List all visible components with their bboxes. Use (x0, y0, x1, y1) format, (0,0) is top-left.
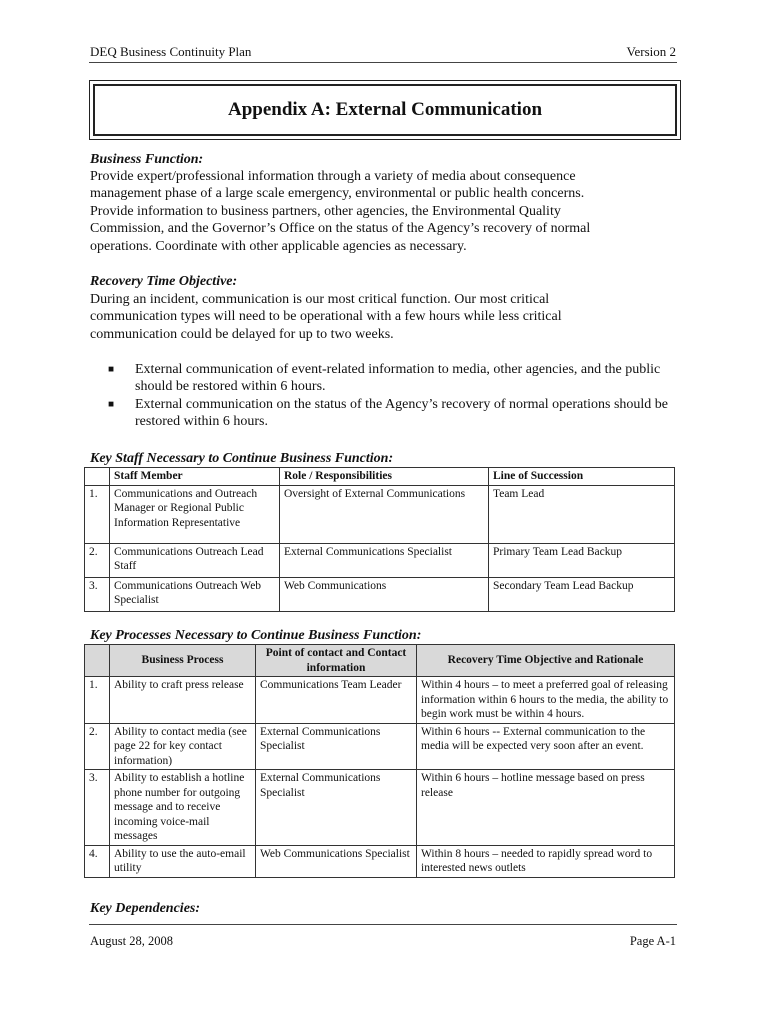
table-row (85, 845, 675, 877)
bullet-text: External communication of event-related information to media, other agencies, and the public should be restored within 6 hours. (135, 362, 661, 395)
contact-cell: Web Communications Specialist (256, 845, 417, 877)
table-row (85, 770, 675, 846)
column-header (85, 468, 110, 486)
key-dependencies-heading: Key Dependencies: (90, 901, 201, 916)
column-header: Line of Succession (489, 468, 675, 486)
page-title: Appendix A: External Communication (93, 84, 677, 136)
succession-cell: Team Lead (489, 485, 675, 543)
table-row (85, 543, 675, 577)
key-processes-table (84, 644, 675, 878)
column-header: Business Process (110, 645, 256, 677)
business-process-cell: Ability to use the auto-email utility (110, 845, 256, 877)
succession-cell: Primary Team Lead Backup (489, 543, 675, 577)
title-box (89, 80, 681, 140)
business-function-text: Provide expert/professional information through a variety of media about consequence management phase of a large scale emergency, environmental or public health concerns. Provide information to business partners, other agencies, the Environmental Quality Commission, and the Governor’s Office on the status of the Agency’s recovery of normal operations. Coordinate with other applicable agencies as necessary. (90, 169, 591, 254)
table-row (85, 485, 675, 543)
table-header-row (85, 645, 675, 677)
column-header: Recovery Time Objective and Rationale (417, 645, 675, 677)
staff-member-cell: Communications Outreach Lead Staff (110, 543, 280, 577)
business-process-cell: Ability to establish a hotline phone number for outgoing message and to receive incoming voice-mail messages (110, 770, 256, 846)
footer-page-number: Page A-1 (629, 934, 676, 948)
column-header: Role / Responsibilities (280, 468, 489, 486)
recovery-time-objective-heading: Recovery Time Objective: (90, 274, 238, 289)
staff-member-cell: Communications and Outreach Manager or Regional Public Information Representative (110, 485, 280, 543)
role-cell: Web Communications (280, 577, 489, 611)
table-header-row (85, 468, 675, 486)
rto-cell: Within 8 hours – needed to rapidly spread word to interested news outlets (417, 845, 675, 877)
column-header (85, 645, 110, 677)
row-number: 3. (85, 577, 110, 611)
footer-date: August 28, 2008 (90, 934, 173, 948)
bullet-icon: ■ (108, 399, 115, 410)
contact-cell: Communications Team Leader (256, 677, 417, 724)
row-number: 1. (85, 485, 110, 543)
table-row (85, 677, 675, 724)
rto-cell: Within 4 hours – to meet a preferred goal of releasing information within 6 hours to the media, the ability to begin work must be within 4 hours. (417, 677, 675, 724)
row-number: 2. (85, 543, 110, 577)
bullet-icon: ■ (108, 364, 115, 375)
row-number: 3. (85, 770, 110, 846)
table-row (85, 723, 675, 770)
contact-cell: External Communications Specialist (256, 770, 417, 846)
row-number: 2. (85, 723, 110, 770)
key-staff-table (84, 467, 675, 612)
role-cell: Oversight of External Communications (280, 485, 489, 543)
column-header: Point of contact and Contact information (256, 645, 417, 677)
key-staff-heading: Key Staff Necessary to Continue Business Function: (90, 451, 394, 466)
table-row (85, 577, 675, 611)
header-document-title: DEQ Business Continuity Plan (90, 44, 252, 59)
key-processes-heading: Key Processes Necessary to Continue Business Function: (90, 628, 422, 643)
row-number: 4. (85, 845, 110, 877)
column-header: Staff Member (110, 468, 280, 486)
footer-divider (89, 924, 677, 925)
business-function-heading: Business Function: (90, 152, 204, 167)
business-process-cell: Ability to craft press release (110, 677, 256, 724)
header-divider (89, 62, 677, 63)
recovery-time-objective-text: During an incident, communication is our most critical function. Our most critical communication types will need to be operational with a few hours while less critical communication could be delayed for up to two weeks. (90, 292, 562, 342)
header-version: Version 2 (626, 44, 676, 59)
bullet-text: External communication on the status of the Agency’s recovery of normal operations should be restored within 6 hours. (135, 397, 669, 430)
succession-cell: Secondary Team Lead Backup (489, 577, 675, 611)
business-process-cell: Ability to contact media (see page 22 for key contact information) (110, 723, 256, 770)
rto-cell: Within 6 hours – hotline message based on press release (417, 770, 675, 846)
role-cell: External Communications Specialist (280, 543, 489, 577)
rto-cell: Within 6 hours -- External communication to the media will be expected very soon after an event. (417, 723, 675, 770)
row-number: 1. (85, 677, 110, 724)
contact-cell: External Communications Specialist (256, 723, 417, 770)
staff-member-cell: Communications Outreach Web Specialist (110, 577, 280, 611)
